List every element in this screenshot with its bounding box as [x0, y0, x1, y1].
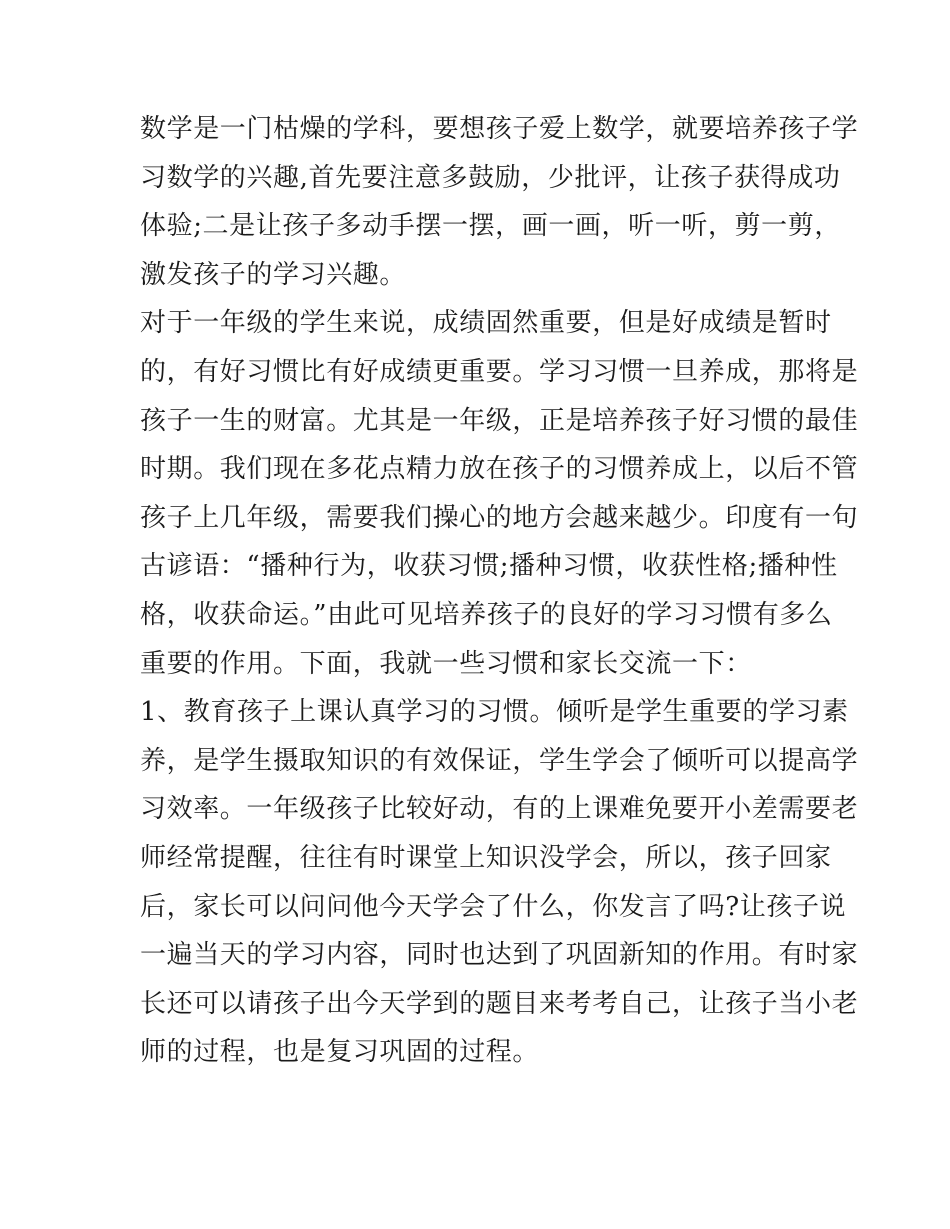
text-line: 激发孩子的学习兴趣。 — [140, 259, 407, 290]
text-line: 后，家长可以问问他今天学会了什么，你发言了吗?让孩子说 — [140, 891, 847, 922]
text-line: 长还可以请孩子出今天学到的题目来考考自己，让孩子当小老 — [140, 988, 859, 1019]
text-line: 重要的作用。下面，我就一些习惯和家长交流一下： — [140, 648, 752, 679]
text-line: 孩子一生的财富。尤其是一年级，正是培养孩子好习惯的最佳 — [140, 405, 859, 436]
text-line: 习数学的兴趣,首先要注意多鼓励，少批评，让孩子获得成功 — [140, 162, 841, 193]
paragraph-good-habits — [140, 299, 859, 688]
paragraph-class-listening-habit — [140, 688, 859, 1077]
text-line: 古谚语：“播种行为，收获习惯;播种习惯，收获性格;播种性 — [140, 551, 838, 582]
text-line: 养，是学生摄取知识的有效保证，学生学会了倾听可以提高学 — [140, 745, 859, 776]
text-line: 的，有好习惯比有好成绩更重要。学习习惯一旦养成，那将是 — [140, 356, 859, 387]
document-body — [140, 105, 859, 1077]
text-line: 对于一年级的学生来说，成绩固然重要，但是好成绩是暂时 — [140, 308, 832, 339]
text-line: 数学是一门枯燥的学科，要想孩子爱上数学，就要培养孩子学 — [140, 114, 859, 144]
text-line: 孩子上几年级，需要我们操心的地方会越来越少。印度有一句 — [140, 502, 859, 533]
text-line: 师经常提醒，往往有时课堂上知识没学会，所以，孩子回家 — [140, 842, 832, 873]
paragraph-math-interest — [140, 105, 859, 299]
text-line: 1、教育孩子上课认真学习的习惯。倾听是学生重要的学习素 — [140, 697, 849, 728]
text-line: 一遍当天的学习内容，同时也达到了巩固新知的作用。有时家 — [140, 940, 859, 971]
text-line: 习效率。一年级孩子比较好动，有的上课难免要开小差需要老 — [140, 794, 859, 825]
text-line: 师的过程，也是复习巩固的过程。 — [140, 1037, 540, 1068]
text-line: 体验;二是让孩子多动手摆一摆，画一画，听一听，剪一剪， — [140, 211, 841, 242]
text-line: 格，收获命运。”由此可见培养孩子的良好的学习习惯有多么 — [140, 599, 833, 630]
text-line: 时期。我们现在多花点精力放在孩子的习惯养成上，以后不管 — [140, 454, 859, 485]
